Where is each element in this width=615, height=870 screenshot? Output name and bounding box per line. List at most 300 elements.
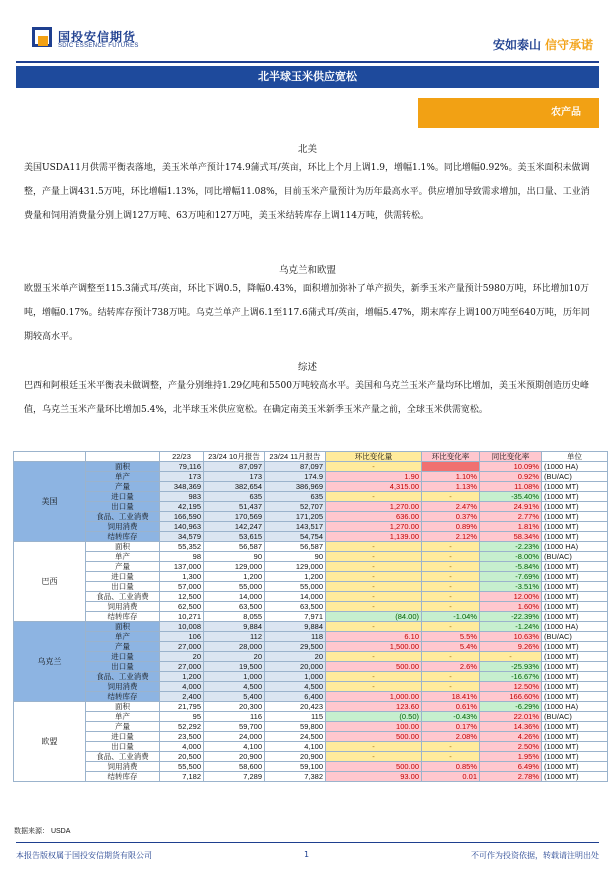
value-oct-cell: 63,500 <box>204 602 265 612</box>
value-2223-cell: 27,000 <box>160 662 204 672</box>
value-nov-cell: 14,000 <box>265 592 326 602</box>
mom-rate-cell: 1.10% <box>422 472 480 482</box>
yoy-rate-cell: -7.69% <box>480 572 542 582</box>
yoy-rate-cell: 1.81% <box>480 522 542 532</box>
item-cell: 产量 <box>86 482 160 492</box>
yoy-rate-cell: 12.00% <box>480 592 542 602</box>
value-oct-cell: 116 <box>204 712 265 722</box>
table-row <box>14 462 608 472</box>
category-tag: 农产品 <box>418 98 599 128</box>
value-2223-cell: 166,590 <box>160 512 204 522</box>
value-oct-cell: 24,000 <box>204 732 265 742</box>
mom-change-cell: - <box>326 572 422 582</box>
value-nov-cell: 87,097 <box>265 462 326 472</box>
value-oct-cell: 8,055 <box>204 612 265 622</box>
table-row <box>14 522 608 532</box>
mom-rate-cell: - <box>422 582 480 592</box>
header-divider <box>16 61 599 63</box>
table-row <box>14 672 608 682</box>
value-oct-cell: 4,100 <box>204 742 265 752</box>
value-2223-cell: 137,000 <box>160 562 204 572</box>
unit-cell: (1000 MT) <box>542 562 608 572</box>
mom-change-cell: - <box>326 562 422 572</box>
mom-rate-cell: - <box>422 572 480 582</box>
mom-rate-cell: - <box>422 492 480 502</box>
item-cell: 出口量 <box>86 742 160 752</box>
item-cell: 结转库存 <box>86 532 160 542</box>
item-cell: 出口量 <box>86 582 160 592</box>
mom-change-cell: 500.00 <box>326 662 422 672</box>
supply-demand-table <box>13 451 608 782</box>
table-row <box>14 712 608 722</box>
yoy-rate-cell: -22.39% <box>480 612 542 622</box>
footer-disclaimer: 不可作为投资依据，转载请注明出处 <box>471 851 599 860</box>
mom-rate-cell: 0.17% <box>422 722 480 732</box>
table-row <box>14 692 608 702</box>
section-text-summary: 巴西和阿根廷玉米平衡表未做调整，产量分别维持1.29亿吨和5500万吨较高水平。美国和乌克兰玉米产量均环比增加，美玉米预期创造历史峰值，乌克兰玉米产量环比增加5.4%，北半球玉米供应宽松。在确定南美玉米新季玉米产量之前，全球玉米供需宽松。 <box>24 381 589 415</box>
item-cell: 单产 <box>86 712 160 722</box>
mom-rate-cell: 0.89% <box>422 522 480 532</box>
value-2223-cell: 12,500 <box>160 592 204 602</box>
unit-cell: (BU/AC) <box>542 472 608 482</box>
unit-cell: (1000 MT) <box>542 512 608 522</box>
value-2223-cell: 1,200 <box>160 672 204 682</box>
value-nov-cell: 118 <box>265 632 326 642</box>
value-oct-cell: 87,097 <box>204 462 265 472</box>
yoy-rate-cell: 2.77% <box>480 512 542 522</box>
item-cell: 饲用消费 <box>86 682 160 692</box>
slogan-part-1: 安如泰山 <box>492 38 541 52</box>
mom-rate-cell: 0.61% <box>422 702 480 712</box>
value-oct-cell: 1,200 <box>204 572 265 582</box>
yoy-rate-cell: -35.40% <box>480 492 542 502</box>
unit-cell: (1000 HA) <box>542 702 608 712</box>
value-oct-cell: 635 <box>204 492 265 502</box>
value-oct-cell: 7,289 <box>204 772 265 782</box>
unit-cell: (1000 MT) <box>542 482 608 492</box>
value-nov-cell: 143,517 <box>265 522 326 532</box>
value-nov-cell: 20,000 <box>265 662 326 672</box>
mom-change-cell: 93.00 <box>326 772 422 782</box>
value-2223-cell: 173 <box>160 472 204 482</box>
yoy-rate-cell: 9.26% <box>480 642 542 652</box>
mom-rate-cell: 1.13% <box>422 482 480 492</box>
value-oct-cell: 5,400 <box>204 692 265 702</box>
table-row <box>14 772 608 782</box>
item-cell: 产量 <box>86 642 160 652</box>
mom-rate-cell: -1.04% <box>422 612 480 622</box>
value-nov-cell: 20 <box>265 652 326 662</box>
value-oct-cell: 9,884 <box>204 622 265 632</box>
unit-cell: (1000 MT) <box>542 582 608 592</box>
value-2223-cell: 98 <box>160 552 204 562</box>
item-cell: 饲用消费 <box>86 602 160 612</box>
value-2223-cell: 42,195 <box>160 502 204 512</box>
value-nov-cell: 20,900 <box>265 752 326 762</box>
unit-cell: (1000 MT) <box>542 732 608 742</box>
value-nov-cell: 24,500 <box>265 732 326 742</box>
mom-change-cell: 4,315.00 <box>326 482 422 492</box>
mom-change-cell: - <box>326 672 422 682</box>
item-cell: 进口量 <box>86 652 160 662</box>
table-row <box>14 562 608 572</box>
yoy-rate-cell: 12.50% <box>480 682 542 692</box>
value-nov-cell: 59,800 <box>265 722 326 732</box>
value-nov-cell: 386,969 <box>265 482 326 492</box>
mom-change-cell: - <box>326 652 422 662</box>
unit-cell: (1000 MT) <box>542 652 608 662</box>
value-nov-cell: 7,971 <box>265 612 326 622</box>
table-row <box>14 502 608 512</box>
yoy-rate-cell: -2.23% <box>480 542 542 552</box>
mom-rate-cell: - <box>422 652 480 662</box>
value-2223-cell: 20 <box>160 652 204 662</box>
unit-cell: (1000 HA) <box>542 542 608 552</box>
value-oct-cell: 129,000 <box>204 562 265 572</box>
mom-change-cell: 500.00 <box>326 762 422 772</box>
mom-change-cell: 123.60 <box>326 702 422 712</box>
yoy-rate-cell: -3.51% <box>480 582 542 592</box>
value-nov-cell: 129,000 <box>265 562 326 572</box>
value-oct-cell: 4,500 <box>204 682 265 692</box>
value-nov-cell: 55,000 <box>265 582 326 592</box>
country-cell: 欧盟 <box>14 702 86 782</box>
value-nov-cell: 635 <box>265 492 326 502</box>
table-header-cell: 22/23 <box>160 452 204 462</box>
value-2223-cell: 7,182 <box>160 772 204 782</box>
table-row <box>14 702 608 712</box>
value-2223-cell: 140,963 <box>160 522 204 532</box>
item-cell: 结转库存 <box>86 692 160 702</box>
value-nov-cell: 90 <box>265 552 326 562</box>
value-2223-cell: 34,579 <box>160 532 204 542</box>
value-oct-cell: 173 <box>204 472 265 482</box>
item-cell: 产量 <box>86 562 160 572</box>
item-cell: 进口量 <box>86 492 160 502</box>
yoy-rate-cell: 166.60% <box>480 692 542 702</box>
table-row <box>14 482 608 492</box>
mom-rate-cell: - <box>422 752 480 762</box>
table-row <box>14 532 608 542</box>
company-name-cn: 国投安信期货 <box>58 30 137 44</box>
item-cell: 单产 <box>86 472 160 482</box>
yoy-rate-cell: 2.50% <box>480 742 542 752</box>
yoy-rate-cell: 14.36% <box>480 722 542 732</box>
page-number: 1 <box>304 850 310 859</box>
yoy-rate-cell: - <box>480 652 542 662</box>
value-nov-cell: 115 <box>265 712 326 722</box>
value-oct-cell: 20,300 <box>204 702 265 712</box>
table-row <box>14 722 608 732</box>
mom-rate-cell: 2.6% <box>422 662 480 672</box>
mom-rate-cell: - <box>422 552 480 562</box>
mom-change-cell: 1.90 <box>326 472 422 482</box>
item-cell: 面积 <box>86 542 160 552</box>
item-cell: 面积 <box>86 462 160 472</box>
mom-rate-cell: 5.4% <box>422 642 480 652</box>
yoy-rate-cell: 2.78% <box>480 772 542 782</box>
yoy-rate-cell: 1.95% <box>480 752 542 762</box>
value-2223-cell: 57,000 <box>160 582 204 592</box>
value-nov-cell: 171,205 <box>265 512 326 522</box>
mom-rate-cell: 2.12% <box>422 532 480 542</box>
item-cell: 出口量 <box>86 502 160 512</box>
value-nov-cell: 20,423 <box>265 702 326 712</box>
table-header-cell: 单位 <box>542 452 608 462</box>
yoy-rate-cell: 24.91% <box>480 502 542 512</box>
item-cell: 进口量 <box>86 732 160 742</box>
unit-cell: (1000 MT) <box>542 492 608 502</box>
value-oct-cell: 14,000 <box>204 592 265 602</box>
yoy-rate-cell: 10.63% <box>480 632 542 642</box>
unit-cell: (1000 HA) <box>542 462 608 472</box>
value-oct-cell: 20,900 <box>204 752 265 762</box>
value-2223-cell: 20,500 <box>160 752 204 762</box>
footer-copyright: 本报告版权属于国投安信期货有限公司 <box>16 851 152 860</box>
item-cell: 面积 <box>86 622 160 632</box>
table-row <box>14 552 608 562</box>
mom-change-cell: (84.00) <box>326 612 422 622</box>
value-oct-cell: 1,000 <box>204 672 265 682</box>
value-oct-cell: 112 <box>204 632 265 642</box>
page-header <box>0 0 615 70</box>
item-cell: 食品、工业消费 <box>86 752 160 762</box>
value-2223-cell: 2,400 <box>160 692 204 702</box>
section-text-north-america: 美国USDA11月供需平衡表落地，美玉米单产预计174.9蒲式耳/英亩，环比上个月上调1.9，增幅1.1%。同比增幅0.92%。美玉米面积未做调整，产量上调431.5万吨，环比增幅1.13%，同比增幅11.08%，目前玉米产量预计为历年最高水平。供应增加导致需求增加，出口量、工业消费量和饲用消费量分别上调127万吨、63万吨和127万吨，美玉米结转库存上调114万吨，供需转松。 <box>24 163 590 221</box>
unit-cell: (1000 MT) <box>542 602 608 612</box>
mom-change-cell: 1,000.00 <box>326 692 422 702</box>
table-header-cell: 23/24 10月报告 <box>204 452 265 462</box>
unit-cell: (1000 MT) <box>542 742 608 752</box>
mom-rate-cell: - <box>422 602 480 612</box>
mom-rate-cell: 0.01 <box>422 772 480 782</box>
yoy-rate-cell: 11.08% <box>480 482 542 492</box>
country-cell: 美国 <box>14 462 86 542</box>
mom-change-cell: 6.10 <box>326 632 422 642</box>
value-2223-cell: 55,352 <box>160 542 204 552</box>
value-nov-cell: 54,754 <box>265 532 326 542</box>
value-2223-cell: 106 <box>160 632 204 642</box>
value-nov-cell: 6,400 <box>265 692 326 702</box>
unit-cell: (1000 MT) <box>542 502 608 512</box>
mom-change-cell: 1,139.00 <box>326 532 422 542</box>
mom-change-cell: - <box>326 682 422 692</box>
value-oct-cell: 51,437 <box>204 502 265 512</box>
data-source: 数据来源： USDA <box>14 828 71 835</box>
value-2223-cell: 95 <box>160 712 204 722</box>
company-name-en: SDIC ESSENCE FUTURES <box>58 43 139 49</box>
unit-cell: (1000 MT) <box>542 612 608 622</box>
table-row <box>14 572 608 582</box>
table-row <box>14 632 608 642</box>
mom-rate-cell: -0.43% <box>422 712 480 722</box>
value-nov-cell: 7,382 <box>265 772 326 782</box>
section-title-summary: 综述 <box>297 362 317 373</box>
yoy-rate-cell: 1.60% <box>480 602 542 612</box>
unit-cell: (1000 MT) <box>542 772 608 782</box>
item-cell: 饲用消费 <box>86 522 160 532</box>
item-cell: 结转库存 <box>86 612 160 622</box>
report-title: 北半球玉米供应宽松 <box>16 66 599 88</box>
value-2223-cell: 1,300 <box>160 572 204 582</box>
mom-change-cell: (0.50) <box>326 712 422 722</box>
value-2223-cell: 4,000 <box>160 682 204 692</box>
value-oct-cell: 59,700 <box>204 722 265 732</box>
item-cell: 进口量 <box>86 572 160 582</box>
item-cell: 饲用消费 <box>86 762 160 772</box>
value-2223-cell: 55,500 <box>160 762 204 772</box>
item-cell: 单产 <box>86 632 160 642</box>
mom-change-cell: - <box>326 742 422 752</box>
yoy-rate-cell: 22.01% <box>480 712 542 722</box>
yoy-rate-cell: 6.49% <box>480 762 542 772</box>
mom-rate-cell: - <box>422 562 480 572</box>
table-row <box>14 762 608 772</box>
table-row <box>14 512 608 522</box>
item-cell: 单产 <box>86 552 160 562</box>
slogan <box>493 36 593 53</box>
table-row <box>14 492 608 502</box>
mom-change-cell: - <box>326 552 422 562</box>
mom-rate-cell: - <box>422 592 480 602</box>
mom-rate-cell: 2.47% <box>422 502 480 512</box>
value-2223-cell: 79,116 <box>160 462 204 472</box>
mom-rate-cell: 0.37% <box>422 512 480 522</box>
table-header-cell: 同比变化率 <box>480 452 542 462</box>
item-cell: 产量 <box>86 722 160 732</box>
item-cell: 面积 <box>86 702 160 712</box>
value-nov-cell: 63,500 <box>265 602 326 612</box>
value-2223-cell: 23,500 <box>160 732 204 742</box>
value-nov-cell: 9,884 <box>265 622 326 632</box>
table-row <box>14 742 608 752</box>
mom-rate-cell: - <box>422 682 480 692</box>
value-2223-cell: 21,795 <box>160 702 204 712</box>
unit-cell: (1000 MT) <box>542 682 608 692</box>
table-row <box>14 612 608 622</box>
unit-cell: (1000 MT) <box>542 572 608 582</box>
mom-rate-cell: - <box>422 622 480 632</box>
value-2223-cell: 348,369 <box>160 482 204 492</box>
value-2223-cell: 52,292 <box>160 722 204 732</box>
mom-rate-cell: - <box>422 542 480 552</box>
mom-rate-cell: 2.08% <box>422 732 480 742</box>
table-row <box>14 592 608 602</box>
table-header-cell: 环比变化量 <box>326 452 422 462</box>
value-2223-cell: 983 <box>160 492 204 502</box>
item-cell: 食品、工业消费 <box>86 512 160 522</box>
table-row <box>14 472 608 482</box>
unit-cell: (1000 MT) <box>542 722 608 732</box>
value-nov-cell: 1,000 <box>265 672 326 682</box>
unit-cell: (1000 MT) <box>542 692 608 702</box>
table-header-cell <box>86 452 160 462</box>
unit-cell: (BU/AC) <box>542 712 608 722</box>
value-2223-cell: 10,271 <box>160 612 204 622</box>
value-oct-cell: 382,654 <box>204 482 265 492</box>
table-row <box>14 642 608 652</box>
item-cell: 结转库存 <box>86 772 160 782</box>
unit-cell: (1000 MT) <box>542 752 608 762</box>
yoy-rate-cell: -1.24% <box>480 622 542 632</box>
yoy-rate-cell: 10.09% <box>480 462 542 472</box>
mom-change-cell: 1,270.00 <box>326 522 422 532</box>
section-text-ukraine-eu: 欧盟玉米单产调整至115.3蒲式耳/英亩，环比下调0.5，降幅0.43%，面积增加弥补了单产损失，新季玉米产量预计5980万吨，环比增加10万吨，增幅0.17%。结转库存预计738万吨。乌克兰单产上调6.1至117.6蒲式耳/英亩，增幅5.47%，期末库存上调100万吨至640万吨，历年同期较高水平。 <box>24 284 590 342</box>
unit-cell: (1000 MT) <box>542 532 608 542</box>
company-logo-icon <box>32 27 52 47</box>
value-nov-cell: 56,587 <box>265 542 326 552</box>
value-oct-cell: 170,569 <box>204 512 265 522</box>
table-header-cell: 23/24 11月报告 <box>265 452 326 462</box>
table-header-cell: 环比变化率 <box>422 452 480 462</box>
yoy-rate-cell: 0.92% <box>480 472 542 482</box>
value-oct-cell: 28,000 <box>204 642 265 652</box>
mom-rate-cell: 0.85% <box>422 762 480 772</box>
mom-change-cell: - <box>326 752 422 762</box>
mom-change-cell: - <box>326 542 422 552</box>
mom-rate-cell: 5.5% <box>422 632 480 642</box>
value-2223-cell: 62,500 <box>160 602 204 612</box>
unit-cell: (1000 MT) <box>542 642 608 652</box>
table-row <box>14 732 608 742</box>
mom-change-cell: - <box>326 582 422 592</box>
yoy-rate-cell: -5.84% <box>480 562 542 572</box>
table-row <box>14 542 608 552</box>
section-title-ukraine-eu: 乌克兰和欧盟 <box>278 265 336 276</box>
mom-change-cell: 1,270.00 <box>326 502 422 512</box>
value-2223-cell: 4,000 <box>160 742 204 752</box>
yoy-rate-cell: 58.34% <box>480 532 542 542</box>
unit-cell: (1000 MT) <box>542 672 608 682</box>
mom-rate-cell: 18.41% <box>422 692 480 702</box>
unit-cell: (1000 MT) <box>542 662 608 672</box>
table-row <box>14 622 608 632</box>
mom-change-cell: - <box>326 492 422 502</box>
mom-change-cell: 100.00 <box>326 722 422 732</box>
yoy-rate-cell: -6.29% <box>480 702 542 712</box>
yoy-rate-cell: -25.93% <box>480 662 542 672</box>
value-oct-cell: 56,587 <box>204 542 265 552</box>
value-nov-cell: 4,500 <box>265 682 326 692</box>
value-oct-cell: 55,000 <box>204 582 265 592</box>
mom-change-cell: - <box>326 592 422 602</box>
value-oct-cell: 20 <box>204 652 265 662</box>
mom-change-cell: - <box>326 622 422 632</box>
value-oct-cell: 58,600 <box>204 762 265 772</box>
mom-change-cell: 636.00 <box>326 512 422 522</box>
table-row <box>14 602 608 612</box>
unit-cell: (1000 MT) <box>542 592 608 602</box>
value-oct-cell: 90 <box>204 552 265 562</box>
item-cell: 食品、工业消费 <box>86 672 160 682</box>
yoy-rate-cell: -16.67% <box>480 672 542 682</box>
value-nov-cell: 29,500 <box>265 642 326 652</box>
country-cell: 乌克兰 <box>14 622 86 702</box>
mom-change-cell: 1,500.00 <box>326 642 422 652</box>
value-nov-cell: 4,100 <box>265 742 326 752</box>
mom-rate-cell: - <box>422 742 480 752</box>
value-2223-cell: 27,000 <box>160 642 204 652</box>
mom-rate-cell: - <box>422 672 480 682</box>
value-2223-cell: 10,008 <box>160 622 204 632</box>
unit-cell: (1000 HA) <box>542 622 608 632</box>
yoy-rate-cell: 4.26% <box>480 732 542 742</box>
table-row <box>14 662 608 672</box>
value-nov-cell: 1,200 <box>265 572 326 582</box>
mom-change-cell: - <box>326 602 422 612</box>
slogan-part-2: 信守承诺 <box>544 38 593 52</box>
value-oct-cell: 53,615 <box>204 532 265 542</box>
